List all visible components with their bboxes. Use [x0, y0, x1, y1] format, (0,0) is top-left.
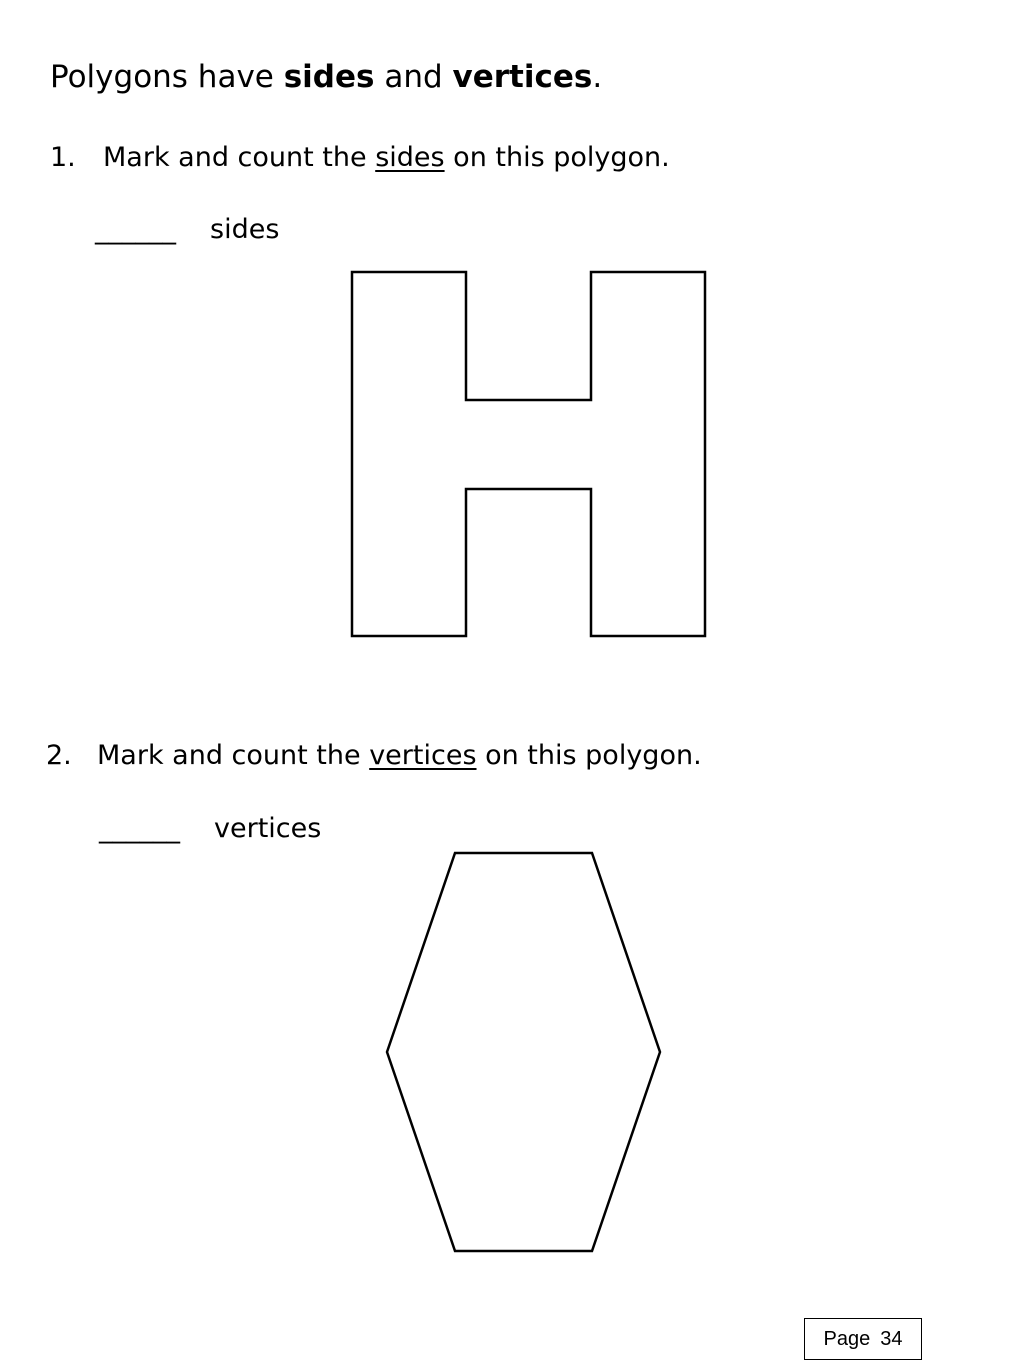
page-number: 34	[880, 1327, 903, 1350]
question-2-keyword: vertices	[369, 740, 477, 771]
intro-suffix: .	[592, 59, 603, 95]
question-2-after: on this polygon.	[476, 740, 702, 771]
question-1-number: 1.	[50, 142, 76, 173]
page-number-box	[804, 1318, 922, 1360]
h-shaped-polygon-icon	[352, 272, 705, 636]
hexagon-icon	[387, 853, 660, 1251]
page-label: Page	[823, 1327, 871, 1350]
intro-term-vertices: vertices	[452, 59, 593, 95]
answer-1-blank[interactable]: ______	[95, 214, 176, 245]
question-1-keyword: sides	[375, 142, 445, 173]
question-2-before: Mark and count the	[97, 740, 370, 771]
answer-line-2	[99, 815, 321, 842]
question-1-before: Mark and count the	[103, 142, 376, 173]
answer-2-blank[interactable]: ______	[99, 813, 180, 844]
question-1-after: on this polygon.	[444, 142, 670, 173]
intro-term-sides: sides	[283, 59, 375, 95]
intro-prefix: Polygons have	[50, 59, 284, 95]
question-2	[46, 742, 702, 769]
answer-2-unit: vertices	[214, 813, 322, 844]
intro-middle: and	[374, 59, 453, 95]
answer-1-unit: sides	[210, 214, 280, 245]
question-2-number: 2.	[46, 740, 72, 771]
